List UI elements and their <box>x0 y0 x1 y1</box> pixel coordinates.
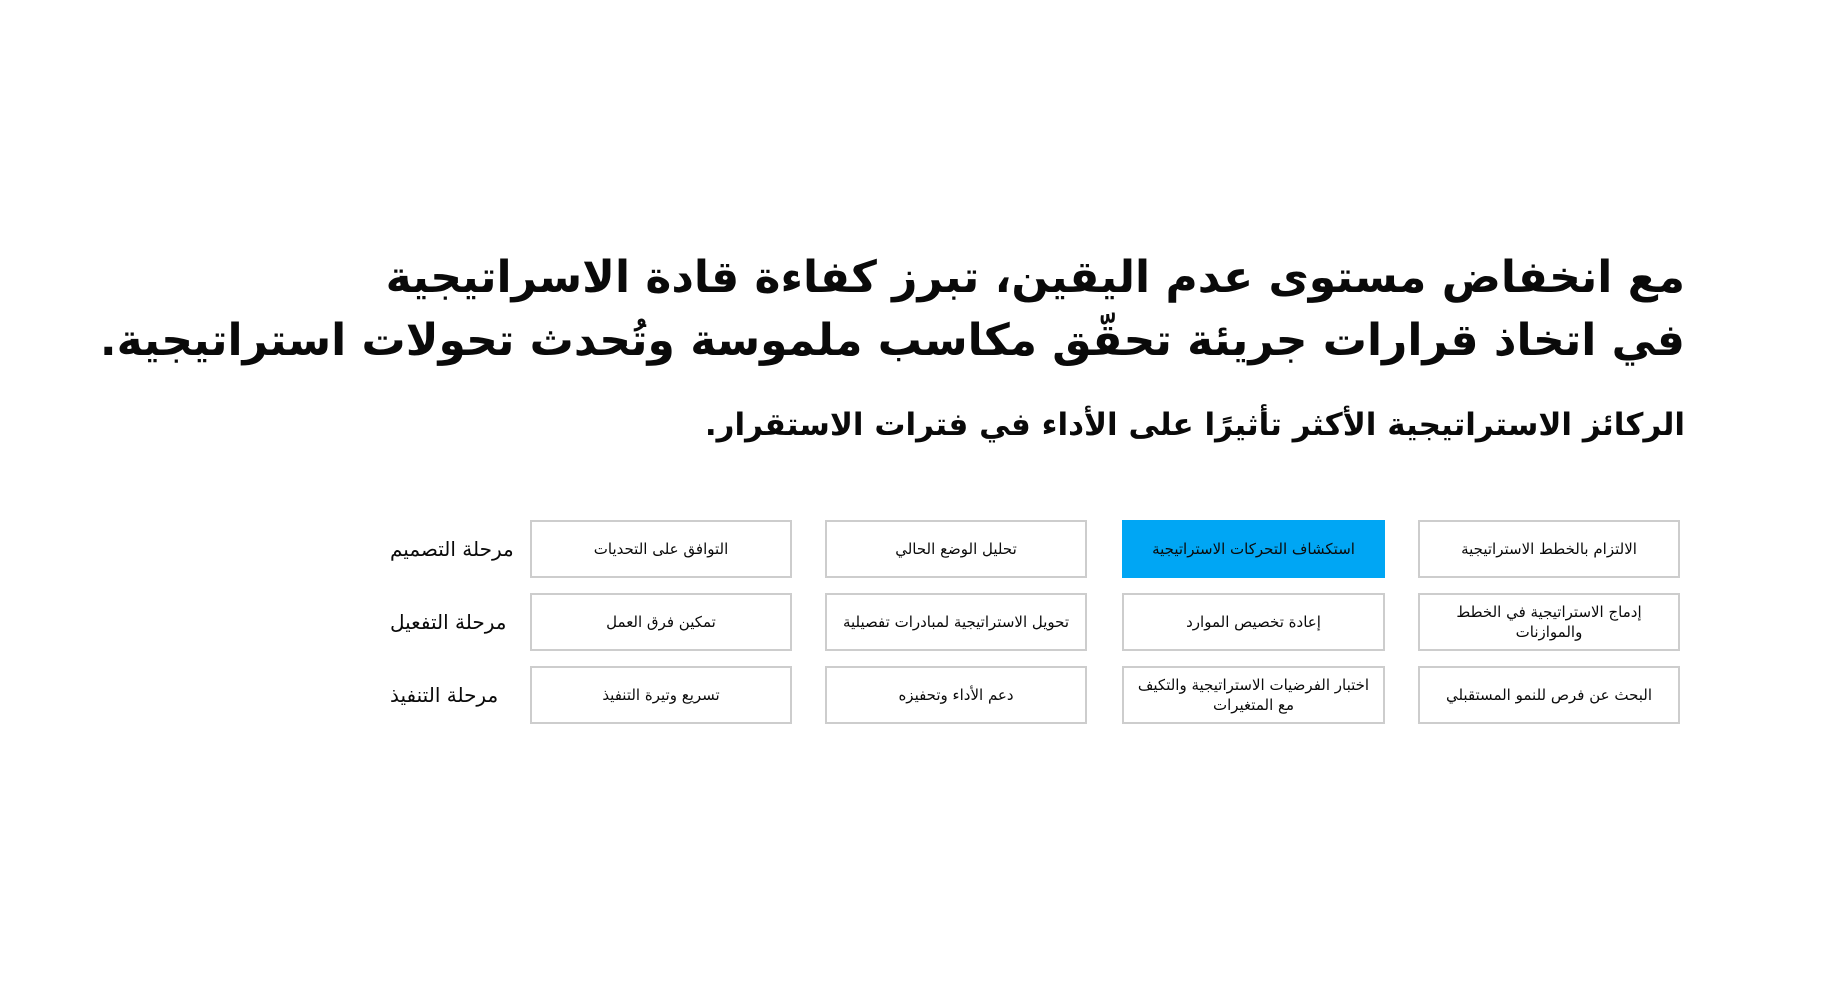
headline-line-2: في اتخاذ قرارات جريئة تحقّق مكاسب ملموسة وتُحدث تحولات استراتيجية. <box>99 315 1685 366</box>
phase-label-design: مرحلة التصميم <box>390 537 514 561</box>
cell-reallocate-resources[interactable]: إعادة تخصيص الموارد <box>1122 593 1385 651</box>
headline <box>99 246 1685 372</box>
cell-seek-growth[interactable]: البحث عن فرص للنمو المستقبلي <box>1418 666 1680 724</box>
phase-row-activation <box>390 593 1681 651</box>
cell-accelerate-execution[interactable]: تسريع وتيرة التنفيذ <box>530 666 792 724</box>
phase-label-execution: مرحلة التنفيذ <box>390 683 499 707</box>
cell-empower-teams[interactable]: تمكين فرق العمل <box>530 593 792 651</box>
strategy-matrix <box>390 520 1681 726</box>
subtitle: الركائز الاستراتيجية الأكثر تأثيرًا على الأداء في فترات الاستقرار. <box>704 407 1685 443</box>
cell-explore-strategic-moves[interactable]: استكشاف التحركات الاستراتيجية <box>1122 520 1385 578</box>
cell-integrate-strategy-budgets[interactable]: إدماج الاستراتيجية في الخطط والموازنات <box>1418 593 1680 651</box>
cell-analyze-current-state[interactable]: تحليل الوضع الحالي <box>825 520 1087 578</box>
cell-support-performance[interactable]: دعم الأداء وتحفيزه <box>825 666 1087 724</box>
phase-row-design <box>390 520 1681 578</box>
cell-align-challenges[interactable]: التوافق على التحديات <box>530 520 792 578</box>
cell-commit-strategic-plans[interactable]: الالتزام بالخطط الاستراتيجية <box>1418 520 1680 578</box>
cell-convert-strategy-initiatives[interactable]: تحويل الاستراتيجية لمبادرات تفصيلية <box>825 593 1087 651</box>
phase-row-execution <box>390 666 1681 724</box>
cell-test-hypotheses[interactable]: اختبار الفرضيات الاستراتيجية والتكيف مع المتغيرات <box>1122 666 1385 724</box>
headline-line-1: مع انخفاض مستوى عدم اليقين، تبرز كفاءة قادة الاسراتيجية <box>385 252 1685 303</box>
phase-label-activation: مرحلة التفعيل <box>390 610 507 634</box>
